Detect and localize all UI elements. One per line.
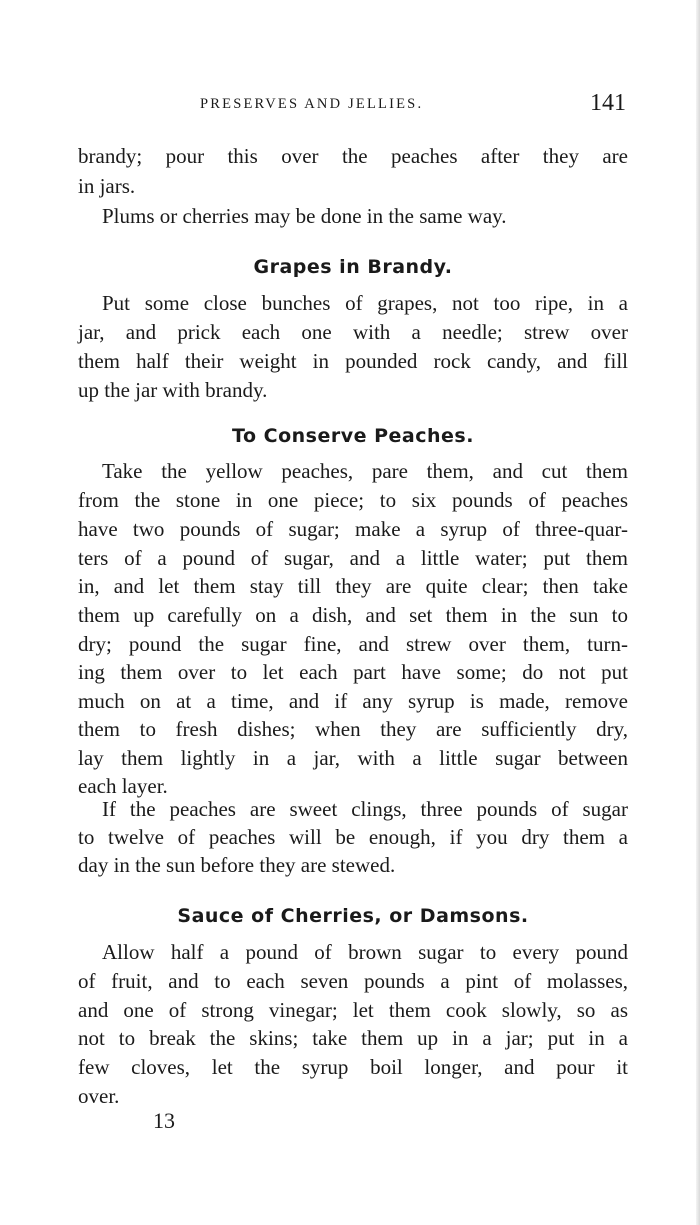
section-heading-to-conserve-peaches: To Conserve Peaches. bbox=[232, 425, 474, 447]
text-line: in jars. bbox=[78, 174, 136, 198]
text-line: in, and let them stay till they are quite clear; then take bbox=[78, 574, 628, 598]
text-line: from the stone in one piece; to six pounds of peaches bbox=[78, 488, 628, 512]
text-line: much on at a time, and if any syrup is made, remove bbox=[78, 689, 628, 713]
text-line: them up carefully on a dish, and set them in the sun to bbox=[78, 603, 628, 627]
text-line: them to fresh dishes; when they are sufficiently dry, bbox=[78, 717, 628, 741]
page-edge bbox=[696, 0, 700, 1225]
text-line: If the peaches are sweet clings, three pounds of sugar bbox=[102, 797, 628, 821]
text-line: day in the sun before they are stewed. bbox=[78, 853, 396, 877]
text-line: brandy; pour this over the peaches after they are bbox=[78, 144, 628, 168]
text-line: few cloves, let the syrup boil longer, and pour it bbox=[78, 1055, 628, 1079]
text-line: jar, and prick each one with a needle; strew over bbox=[78, 320, 628, 344]
page-number: 141 bbox=[590, 90, 626, 116]
text-line: Allow half a pound of brown sugar to every pound bbox=[102, 940, 628, 964]
text-line: Plums or cherries may be done in the same way. bbox=[102, 204, 507, 228]
signature-mark: 13 bbox=[153, 1108, 175, 1133]
text-line: and one of strong vinegar; let them cook slowly, so as bbox=[78, 998, 628, 1022]
text-line: of fruit, and to each seven pounds a pint of molasses, bbox=[78, 969, 628, 993]
text-line: ing them over to let each part have some; do not put bbox=[78, 660, 628, 684]
text-line: have two pounds of sugar; make a syrup of three-quar- bbox=[78, 517, 628, 541]
text-line: over. bbox=[78, 1084, 120, 1108]
text-line: up the jar with brandy. bbox=[78, 378, 268, 402]
text-line: each layer. bbox=[78, 774, 168, 798]
text-line: to twelve of peaches will be enough, if you dry them a bbox=[78, 825, 628, 849]
text-line: Take the yellow peaches, pare them, and cut them bbox=[102, 459, 628, 483]
running-head: PRESERVES AND JELLIES. bbox=[200, 96, 424, 112]
text-line: Put some close bunches of grapes, not too ripe, in a bbox=[102, 291, 628, 315]
text-line: dry; pound the sugar fine, and strew over them, turn- bbox=[78, 632, 628, 656]
text-line: them half their weight in pounded rock candy, and fill bbox=[78, 349, 628, 373]
text-line: ters of a pound of sugar, and a little water; put them bbox=[78, 546, 628, 570]
text-line: not to break the skins; take them up in a jar; put in a bbox=[78, 1026, 628, 1050]
text-line: lay them lightly in a jar, with a little sugar between bbox=[78, 746, 628, 770]
section-heading-grapes-in-brandy: Grapes in Brandy. bbox=[253, 256, 453, 278]
section-heading-sauce-of-cherries: Sauce of Cherries, or Damsons. bbox=[177, 905, 529, 927]
